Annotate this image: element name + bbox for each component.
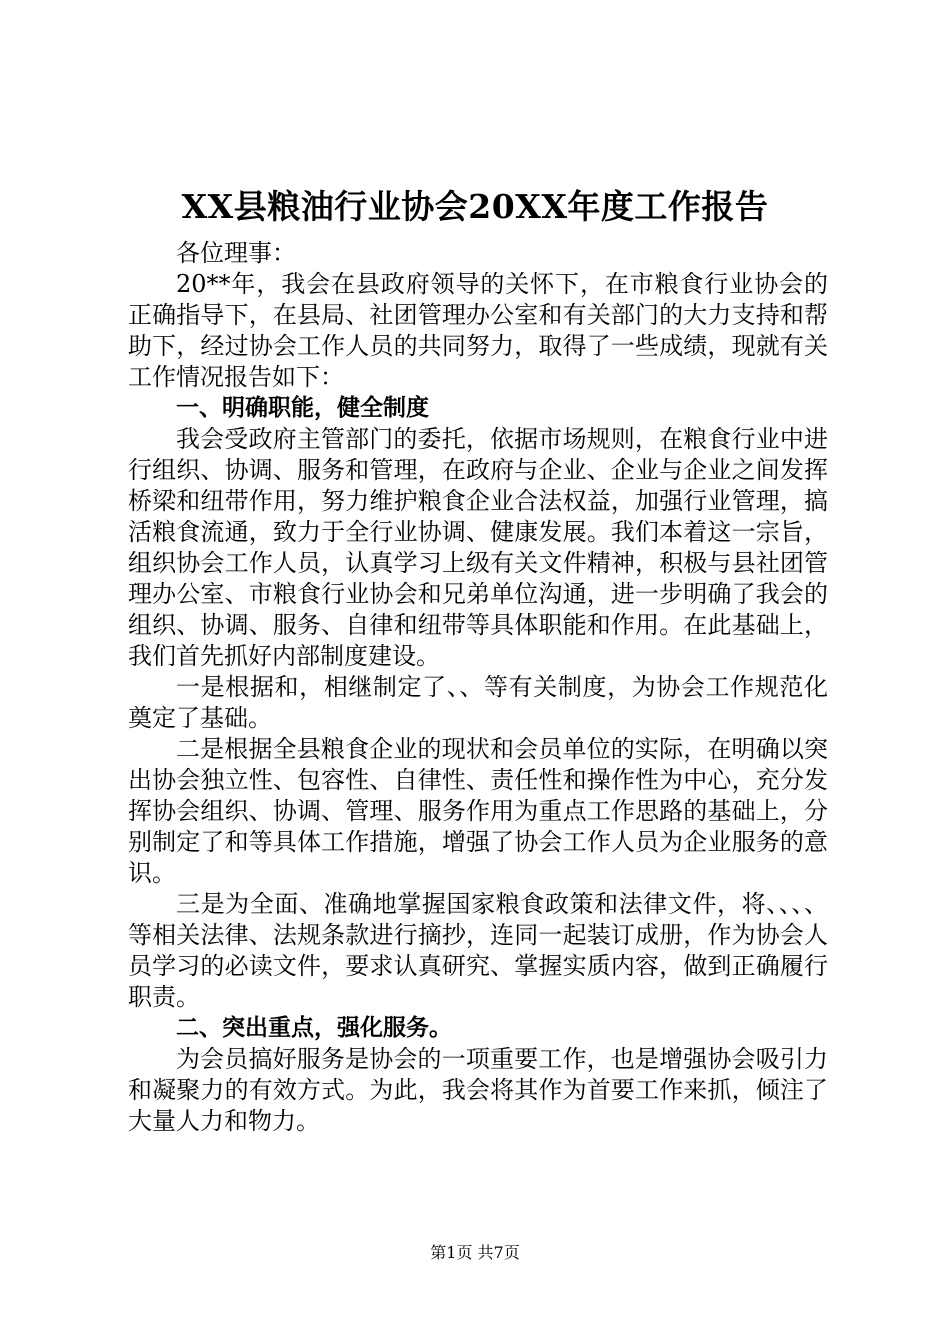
intro-paragraph: 20**年，我会在县政府领导的关怀下，在市粮食行业协会的正确指导下，在县局、社团管理办公室和有关部门的大力支持和帮助下，经过协会工作人员的共同努力，取得了一些成绩，现就有关工作情况报告如下：	[128, 270, 828, 391]
section-1-paragraph-3: 二是根据全县粮食企业的现状和会员单位的实际，在明确以突出协会独立性、包容性、自律性、责任性和操作性为中心，充分发挥协会组织、协调、管理、服务作用为重点工作思路的基础上，分别制定了和等具体工作措施，增强了协会工作人员为企业服务的意识。	[128, 735, 828, 887]
section-1-paragraph-2: 一是根据和，相继制定了、、等有关制度，为协会工作规范化奠定了基础。	[128, 673, 828, 732]
page-number-footer: 第1页 共7页	[430, 1243, 520, 1262]
salutation: 各位理事：	[176, 239, 296, 267]
document-title: XX县粮油行业协会20XX年度工作报告	[181, 187, 769, 226]
section-1-paragraph-4: 三是为全面、准确地掌握国家粮食政策和法律文件，将、、、、等相关法律、法规条款进行摘抄，连同一起装订成册，作为协会人员学习的必读文件，要求认真研究、掌握实质内容，做到正确履行职责。	[128, 890, 828, 1011]
document-body	[128, 238, 828, 1137]
section-2-paragraph-1: 为会员搞好服务是协会的一项重要工作，也是增强协会吸引力和凝聚力的有效方式。为此，我会将其作为首要工作来抓，倾注了大量人力和物力。	[128, 1045, 828, 1135]
section-1-paragraph-1: 我会受政府主管部门的委托，依据市场规则，在粮食行业中进行组织、协调、服务和管理，在政府与企业、企业与企业之间发挥桥梁和纽带作用，努力维护粮食企业合法权益，加强行业管理，搞活粮食流通，致力于全行业协调、健康发展。我们本着这一宗旨，组织协会工作人员，认真学习上级有关文件精神，积极与县社团管理办公室、市粮食行业协会和兄弟单位沟通，进一步明确了我会的组织、协调、服务、自律和纽带等具体职能和作用。在此基础上，我们首先抓好内部制度建设。	[128, 425, 828, 670]
section-2-heading: 二、突出重点，强化服务。	[176, 1015, 452, 1041]
section-1-heading: 一、明确职能，健全制度	[176, 395, 429, 421]
